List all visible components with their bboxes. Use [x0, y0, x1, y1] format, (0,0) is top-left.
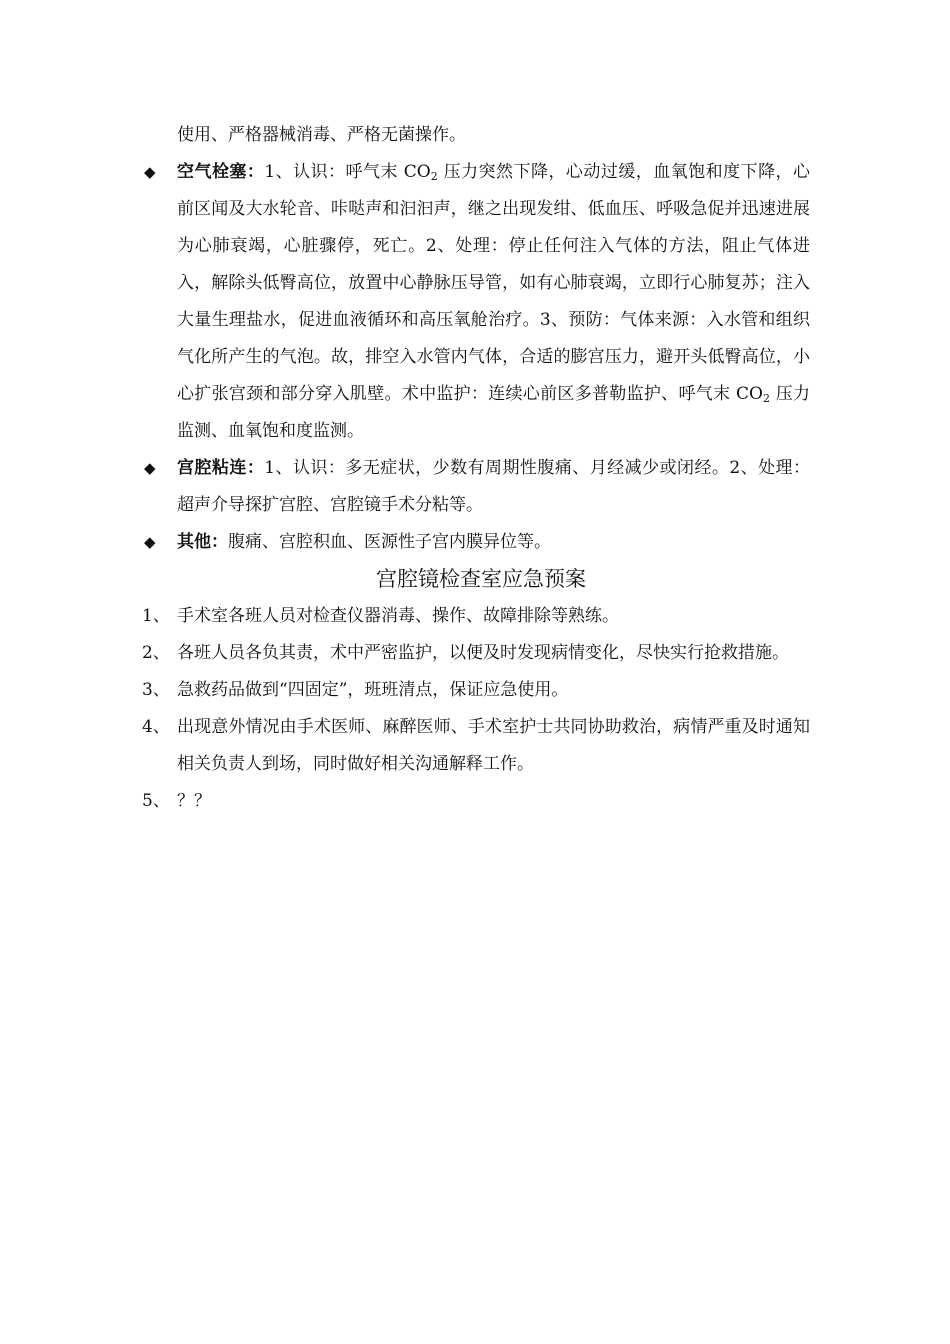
item-text: 1、认识：多无症状，少数有周期性腹痛、月经减少或闭经。2、处理：超声介导探扩宫腔、宫腔镜手术分粘等。 — [177, 458, 810, 515]
list-item — [142, 783, 810, 820]
item-text: 腹痛、宫腔积血、医源性子宫内膜异位等。 — [228, 532, 551, 552]
item-label: 宫腔粘连： — [177, 458, 265, 478]
list-text: 手术室各班人员对检查仪器消毒、操作、故障排除等熟练。 — [177, 606, 619, 626]
list-number: 4、 — [142, 717, 170, 737]
document-body — [142, 117, 810, 820]
bullet-item-adhesion — [142, 450, 810, 524]
list-text: ？？ — [177, 791, 211, 811]
list-item — [142, 672, 810, 709]
item-text: 压力监测、血氧饱和度监测。 — [177, 384, 810, 441]
list-number: 1、 — [142, 606, 170, 626]
list-text: 各班人员各负其责，术中严密监护，以便及时发现病情变化，尽快实行抢救措施。 — [177, 643, 789, 663]
section-title: 宫腔镜检查室应急预案 — [376, 567, 586, 591]
list-item — [142, 709, 810, 783]
list-text: 出现意外情况由手术医师、麻醉医师、手术室护士共同协助救治，病情严重及时通知相关负责人到场，同时做好相关沟通解释工作。 — [177, 717, 810, 774]
diamond-bullet-icon: ◆ — [144, 163, 156, 181]
bullet-item-air-embolism — [142, 154, 810, 450]
list-number: 5、 — [142, 791, 170, 811]
subscript: 2 — [430, 170, 438, 183]
list-item — [142, 635, 810, 672]
diamond-bullet-icon: ◆ — [144, 459, 156, 477]
item-text: 1、认识：呼气末 CO — [264, 162, 431, 182]
item-label: 其他： — [177, 532, 228, 552]
continuation-text: 使用、严格器械消毒、严格无菌操作。 — [177, 125, 466, 145]
bullet-item-other — [142, 524, 810, 561]
item-text: 压力突然下降，心动过缓，血氧饱和度下降，心前区闻及大水轮音、咔哒声和汩汩声，继之出现发绀、低血压、呼吸急促并迅速进展为心肺衰竭，心脏骤停，死亡。2、处理：停止任何注入气体的方法，阻止气体进入，解除头低臀高位，放置中心静脉压导管，如有心肺衰竭，立即行心肺复苏；注入大量生理盐水，促进血液循环和高压氧舱治疗。3、预防：气体来源：入水管和组织气化所产生的气泡。故，排空入水管内气体，合适的膨宫压力，避开头低臀高位，小心扩张宫颈和部分穿入肌壁。术中监护：连续心前区多普勒监护、呼气末 CO — [177, 162, 811, 404]
list-item — [142, 598, 810, 635]
list-number: 2、 — [142, 643, 170, 663]
list-number: 3、 — [142, 680, 170, 700]
item-label: 空气栓塞： — [177, 162, 265, 182]
subscript: 2 — [763, 392, 770, 405]
diamond-bullet-icon: ◆ — [144, 533, 156, 551]
list-text: 急救药品做到“四固定”，班班清点，保证应急使用。 — [177, 680, 569, 700]
